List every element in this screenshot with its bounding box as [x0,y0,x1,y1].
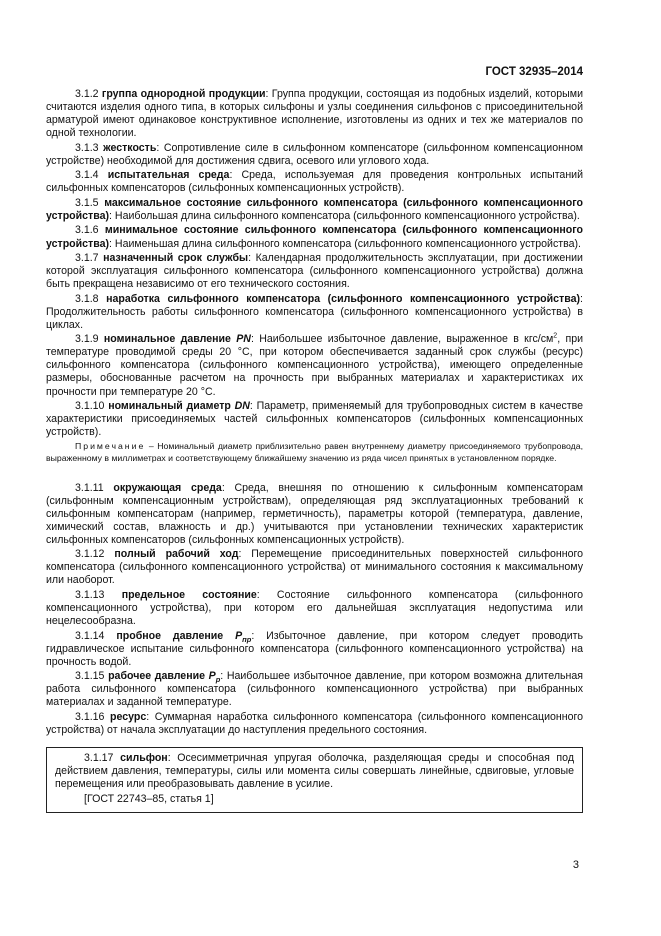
term: ресурс [110,710,147,723]
definition-3-1-3 [46,142,583,168]
definition-text: : Суммарная наработка сильфонного компенсатора (сильфонного компенсационного устройства) от начала эксплуатации до наступления предельного состояния. [46,710,583,736]
clause-number: 3.1.16 [75,710,105,723]
definition-text: : Наибольшее избыточное давление, при котором возможна длительная работа сильфонного компенсатора (сильфонного компенсационного устройства) при выбранных материалах и заданной температуре. [46,670,584,709]
term: окружающая среда [113,481,222,494]
symbol: P [235,629,243,642]
definition-3-1-16 [46,711,583,737]
clause-number: 3.1.14 [75,629,105,642]
definition-text: : Осесимметричная упругая оболочка, разделяющая среды и способная под действием давления, температуры, силы или момента силы совершать линейные, сдвиговые, угловые перемещения или преобразовывать давление в усилие. [55,751,574,791]
source-reference: [ГОСТ 22743–85, статья 1] [84,792,214,805]
definition-3-1-5 [46,197,583,223]
definition-text: : Среда, внешняя по отношению к сильфонным компенсаторам (сильфонным компенсационным устройствам), определяющая ряд эксплуатационных требований к сильфонным компенсаторам (например, герметичность), параметры которой (температура, давление, химический состав, влажность и др.) учитываются при установлении технических характеристик сильфонных компенсаторов (сильфонных компенсационных устройств). [46,481,583,546]
definition-3-1-2 [46,88,583,140]
definition-3-1-8 [46,293,583,332]
clause-number: 3.1.13 [75,588,105,601]
term: номинальное давление [103,333,231,346]
definition-text: : Перемещение присоединительных поверхностей сильфонного компенсатора (сильфонного компенсационного устройства) от минимального состояния к максимальному или наоборот. [46,548,584,587]
definition-3-1-7 [46,252,583,291]
definition-text-cont: , при температуре проводимой среды 20 °С, при котором обеспечивается заданный срок службы (ресурс) сильфонного компенсатора (сильфонного компенсационного устройства), имеющего определенные размеры, обоснованные расчетом на прочность при выбранных материалах и характеристиках их прочности при температуре 20 °С. [46,333,584,398]
clause-number: 3.1.17 [84,751,114,764]
term: наработка сильфонного компенсатора (сильфонного компенсационного устройства) [106,292,581,305]
superscript: 2 [553,332,558,340]
definition-3-1-6 [46,224,583,250]
note-label: Примечание [75,440,146,451]
definition-text: : Избыточное давление, при котором следует проводить гидравлическое испытание сильфонного компенсатора (сильфонного компенсационного устройства) на прочность водой. [46,629,583,668]
term: минимальное состояние сильфонного компенсатора (сильфонного компенсационного устройства) [46,224,583,250]
term: рабочее давление [108,670,205,683]
symbol: DN [234,400,250,413]
definition-text: : Наименьшая длина сильфонного компенсатора (сильфонного компенсационного устройства). [109,237,581,250]
term: предельное состояние [121,588,257,601]
definitions-section [46,88,583,813]
definition-text: : Состояние сильфонного компенсатора (сильфонного компенсационного устройства), при котором его дальнейшая эксплуатация недопустима или нецелесообразна. [46,588,583,627]
definition-text: : Сопротивление силе в сильфонном компенсаторе (сильфонном компенсационном устройстве) необходимой для достижения сдвига, осевого или углового хода. [46,141,583,167]
clause-number: 3.1.5 [75,196,99,209]
clause-number: 3.1.10 [75,400,105,413]
clause-number: 3.1.8 [75,292,99,305]
term: группа однородной продукции [101,88,266,100]
clause-number: 3.1.2 [75,88,99,100]
definition-3-1-15 [46,670,583,709]
definition-3-1-17 [55,752,574,791]
term: испытательная среда [107,169,230,182]
definition-3-1-4 [46,169,583,195]
clause-number: 3.1.12 [75,548,105,561]
page-number: 3 [572,859,579,871]
definition-text: : Продолжительность работы сильфонного компенсатора (сильфонного компенсационного устройства) в циклах. [46,292,583,331]
definition-text: : Наибольшее избыточное давление, выраженное в кгс/см [250,333,554,346]
term: полный рабочий ход [114,548,239,561]
term: максимальное состояние сильфонного компенсатора (сильфонного компенсационного устройства) [46,196,583,222]
clause-number: 3.1.15 [75,670,105,683]
definition-text: : Группа продукции, состоящая из подобных изделий, которыми считаются изделия одного типа, в которых сильфоны и узлы соединения сильфонов с присоединительной арматурой имеют одинаковое конструктивное исполнение, изготовлены из одних и тех же материалов по одной технологии. [46,88,583,140]
clause-number: 3.1.4 [75,169,99,182]
definition-text: : Календарная продолжительность эксплуатации, при достижении которой эксплуатация сильфонного компенсатора (сильфонного компенсационного устройства) должна быть прекращена независимо от его технического состояния. [46,252,583,291]
definition-text: : Параметр, применяемый для трубопроводных систем в качестве характеристики присоединяемых частей сильфонных компенсаторов (сильфонных компенсационных устройств). [46,400,584,439]
subscript: пр [242,634,252,644]
clause-number: 3.1.3 [75,141,99,154]
term: номинальный диаметр [108,400,231,413]
clause-number: 3.1.9 [75,333,99,346]
clause-number: 3.1.6 [75,224,99,237]
definition-3-1-14 [46,630,583,669]
term: назначенный срок службы [103,252,249,265]
symbol: PN [236,333,251,346]
note [46,441,583,465]
standard-header: ГОСТ 32935–2014 [485,66,583,78]
term: сильфон [120,751,168,764]
definition-3-1-12 [46,548,583,587]
clause-number: 3.1.11 [75,481,104,494]
term: пробное давление [116,629,224,642]
definition-3-1-13 [46,589,583,628]
definition-text: : Наибольшая длина сильфонного компенсатора (сильфонного компенсационного устройства). [109,209,580,222]
definition-3-1-11 [46,482,583,547]
definition-text: : Среда, используемая для проведения контрольных испытаний сильфонных компенсаторов (сильфонных компенсационных устройств). [46,169,584,195]
subscript: р [215,675,221,685]
clause-number: 3.1.7 [75,252,99,265]
note-text: – Номинальный диаметр приблизительно равен внутреннему диаметру присоединяемого трубопровода, выраженному в миллиметрах и соответствующему ближайшему значению из ряда чисел принятых в установленном порядке. [46,440,583,463]
symbol: P [208,670,216,683]
term: жесткость [103,141,157,154]
definition-3-1-10 [46,400,583,439]
boxed-definition-3-1-17 [46,747,583,813]
definition-3-1-9 [46,333,583,398]
